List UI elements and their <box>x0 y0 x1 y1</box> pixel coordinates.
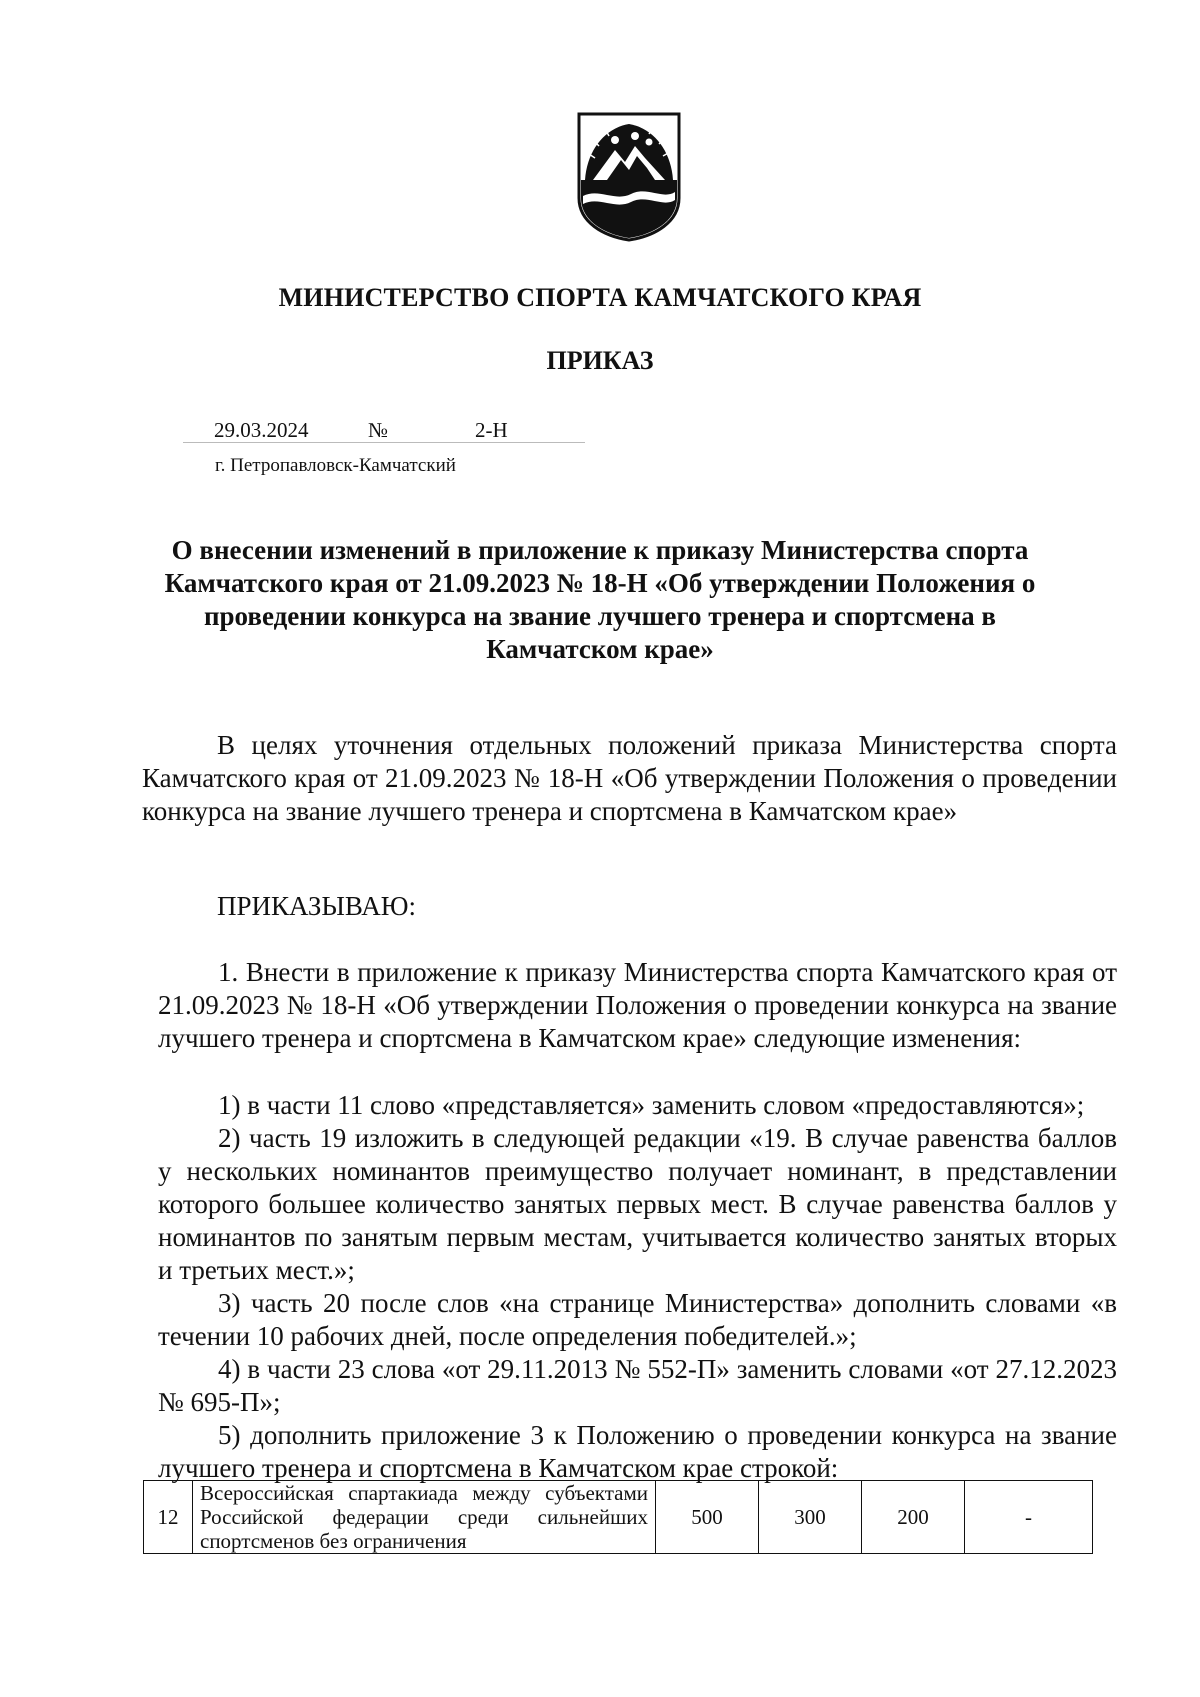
subitem-5-text: 5) дополнить приложение 3 к Положению о проведении конкурса на звание лучшего тренера и спортсмена в Камчатском крае строкой: <box>158 1420 1117 1483</box>
order-date: 29.03.2024 <box>214 418 309 442</box>
intro-text: В целях уточнения отдельных положений приказа Министерства спорта Камчатского края от 21.09.2023 № 18-Н «Об утверждении Положения о проведении конкурса на звание лучшего тренера и спортсмена в Камчатском крае» <box>142 730 1117 826</box>
row-value-3-cell: 200 <box>862 1481 965 1554</box>
table-row <box>144 1481 1093 1554</box>
subitem-2-text: 2) часть 19 изложить в следующей редакции «19. В случае равенства баллов у нескольких номинантов преимущество получает номинант, в представлении которого большее количество занятых первых мест. В случае равенства баллов у номинантов по занятым первым местам, учитывается количество занятых вторых и третьих мест.»; <box>158 1123 1117 1285</box>
subitem-1-paragraph <box>158 1089 1117 1122</box>
document-type: ПРИКАЗ <box>546 346 654 375</box>
order-word: ПРИКАЗЫВАЮ: <box>217 891 416 921</box>
item-1-text: 1. Внести в приложение к приказу Министерства спорта Камчатского края от 21.09.2023 № 18-Н «Об утверждении Положения о проведении конкурса на звание лучшего тренера и спортсмена в Камчатском крае» следующие изменения: <box>158 957 1117 1053</box>
item-1-paragraph <box>158 956 1117 1055</box>
ministry-name: МИНИСТЕРСТВО СПОРТА КАМЧАТСКОГО КРАЯ <box>278 283 922 312</box>
order-city: г. Петропавловск-Камчатский <box>215 455 456 476</box>
subitem-5-paragraph <box>158 1419 1117 1485</box>
subitem-3-text: 3) часть 20 после слов «на странице Министерства» дополнить словами «в течении 10 рабочих дней, после определения победителей.»; <box>158 1288 1117 1351</box>
kamchatka-coat-of-arms-icon <box>575 110 683 242</box>
subitem-4-text: 4) в части 23 слова «от 29.11.2013 № 552-П» заменить словами «от 27.12.2023 № 695-П»; <box>158 1354 1117 1417</box>
order-subject: О внесении изменений в приложение к приказу Министерства спорта Камчатского края от 21.09.2023 № 18-Н «Об утверждении Положения о проведении конкурса на звание лучшего тренера и спортсмена в Камчатском крае» <box>164 535 1036 664</box>
subitem-4-paragraph <box>158 1353 1117 1419</box>
subitem-3-paragraph <box>158 1287 1117 1353</box>
order-number: 2-Н <box>475 418 508 442</box>
number-sign: № <box>368 418 389 442</box>
row-value-1-cell: 500 <box>656 1481 759 1554</box>
row-value-2-cell: 300 <box>759 1481 862 1554</box>
row-number-cell: 12 <box>144 1481 193 1554</box>
intro-paragraph <box>142 729 1117 828</box>
appendix-table <box>143 1480 1093 1554</box>
row-value-4-cell: - <box>965 1481 1093 1554</box>
subitem-1-text: 1) в части 11 слово «представляется» заменить словом «предоставляются»; <box>218 1090 1085 1120</box>
subitem-2-paragraph <box>158 1122 1117 1287</box>
row-name-cell: Всероссийская спартакиада между субъектами Российской федерации среди сильнейших спортсменов без ограничения <box>193 1481 656 1554</box>
